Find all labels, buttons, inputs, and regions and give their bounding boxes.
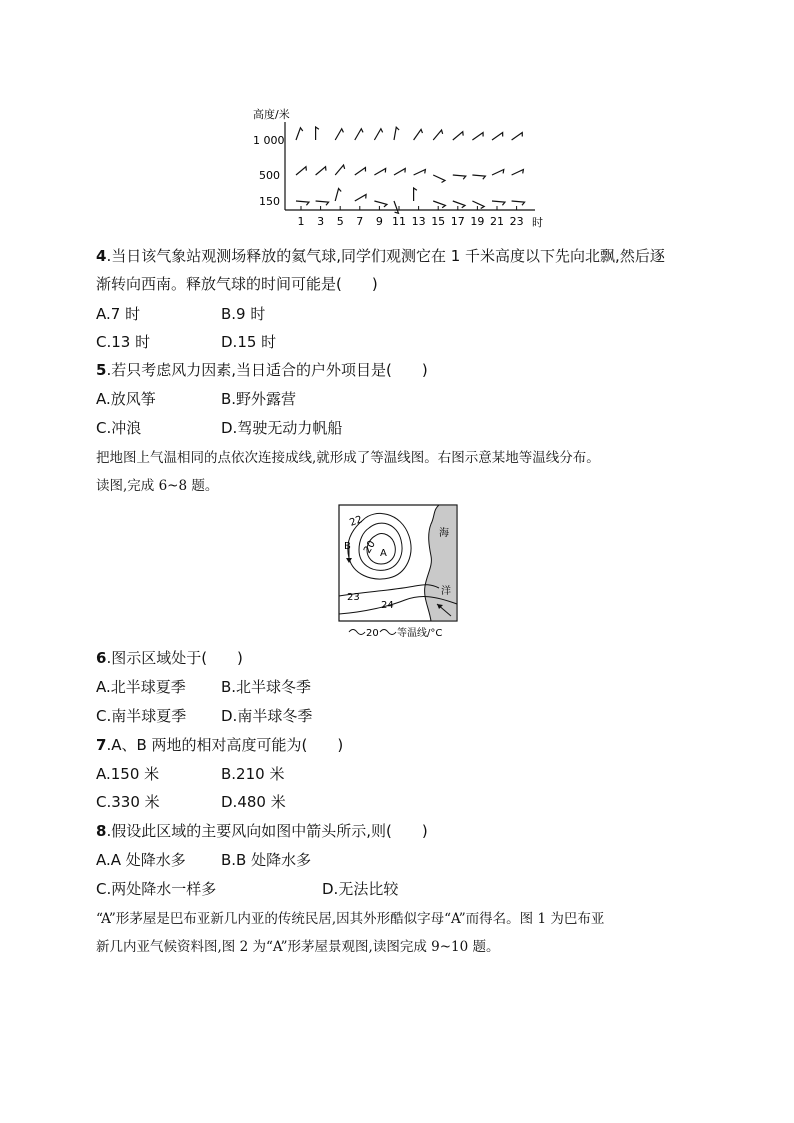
wind-barb-1000-h15 — [433, 130, 442, 140]
x-tick-label: 13 — [411, 215, 426, 228]
wind-barb-1000-h11 — [394, 127, 399, 140]
wind-barb-500-h19 — [472, 175, 485, 179]
wind-barb-150-h9 — [374, 201, 387, 207]
q4-stem-line2: 渐转向西南。释放气球的时间可能是( ) — [96, 275, 378, 293]
wind-barb-150-h23 — [512, 201, 525, 205]
q7-option-b[interactable]: B.210 米 — [221, 765, 285, 783]
wind-barb-500-h1 — [296, 167, 306, 175]
wind-barb-500-h3 — [316, 167, 326, 175]
wind-barb-150-h19 — [472, 201, 484, 209]
q8-option-b[interactable]: B.B 处降水多 — [221, 851, 312, 869]
q6-stem — [96, 648, 243, 668]
x-tick-label: 11 — [392, 215, 406, 228]
isotherm-map — [335, 502, 465, 642]
height-label-150: 150 — [259, 195, 280, 208]
height-label-1000: 1 000 — [253, 134, 285, 147]
wind-barb-1000-h19 — [472, 133, 483, 140]
intro-9-10-line2: 新几内亚气候资料图,图 2 为“A”形茅屋景观图,读图完成 9~10 题。 — [96, 939, 500, 955]
sea-label-top: 海 — [439, 528, 449, 539]
q7-option-d[interactable]: D.480 米 — [221, 793, 286, 811]
x-tick-label: 9 — [375, 215, 383, 228]
wind-barb-500-h21 — [492, 170, 504, 175]
wind-barb-1000-h23 — [512, 133, 523, 140]
wind-barb-150-h1 — [296, 201, 309, 205]
wind-barb-1000-h21 — [492, 133, 503, 140]
x-tick-label: 7 — [356, 215, 364, 228]
wind-barb-1000-h3 — [316, 127, 319, 140]
wind-barb-150-h21 — [492, 201, 505, 205]
q4-number: 4 — [96, 247, 107, 265]
wind-barb-500-h17 — [453, 175, 466, 179]
wind-barb-150-h3 — [316, 201, 329, 205]
wind-barb-1000-h13 — [414, 129, 423, 140]
wind-barb-500-h5 — [335, 165, 344, 175]
legend-wave-right — [380, 630, 396, 635]
x-tick-label: 23 — [509, 215, 524, 228]
q5-option-a[interactable]: A.放风筝 — [96, 390, 156, 408]
wind-barb-500-h11 — [394, 169, 405, 176]
q6-option-c[interactable]: C.南半球夏季 — [96, 707, 187, 725]
q4-option-a[interactable]: A.7 时 — [96, 305, 141, 323]
wind-barb-500-h23 — [512, 170, 524, 175]
wind-barb-500-h15 — [433, 175, 445, 183]
wind-barb-1000-h9 — [374, 129, 382, 140]
x-tick-label: 15 — [431, 215, 446, 228]
wind-barb-1000-h7 — [355, 129, 363, 140]
x-tick-label: 19 — [470, 215, 485, 228]
q5-option-b[interactable]: B.野外露营 — [221, 390, 297, 408]
label-b: B — [344, 541, 351, 552]
intro-6-8-line1: 把地图上气温相同的点依次连接成线,就形成了等温线图。右图示意某地等温线分布。 — [96, 450, 600, 466]
q8-option-d[interactable]: D.无法比较 — [322, 880, 399, 898]
wind-barb-150-h11 — [394, 201, 398, 213]
wind-barb-1000-h1 — [296, 128, 303, 140]
y-axis-label: 高度/米 — [253, 108, 290, 121]
q4-stem-text: .当日该气象站观测场释放的氦气球,同学们观测它在 1 千米高度以下先向北飘,然后逐 — [106, 247, 665, 265]
legend-value: 20 — [366, 628, 379, 639]
intro-9-10-line1: “A”形茅屋是巴布亚新几内亚的传统民居,因其外形酷似字母“A”而得名。图 1 为巴布亚 — [96, 911, 605, 927]
x-tick-label: 21 — [490, 215, 504, 228]
wind-barb-1000-h17 — [453, 132, 463, 140]
wind-barb-150-h7 — [355, 195, 366, 202]
wind-barb-chart — [245, 100, 555, 230]
q4-option-d[interactable]: D.15 时 — [221, 333, 277, 351]
q4-stem-line1 — [96, 246, 665, 266]
q8-number: 8 — [96, 822, 107, 840]
q7-option-c[interactable]: C.330 米 — [96, 793, 160, 811]
q5-stem-text: .若只考虑风力因素,当日适合的户外项目是( ) — [106, 361, 428, 379]
q6-option-b[interactable]: B.北半球冬季 — [221, 678, 312, 696]
height-label-500: 500 — [259, 169, 280, 182]
q5-option-d[interactable]: D.驾驶无动力帆船 — [221, 419, 343, 437]
wind-barb-150-h15 — [433, 201, 445, 208]
q7-option-a[interactable]: A.150 米 — [96, 765, 160, 783]
q5-option-c[interactable]: C.冲浪 — [96, 419, 142, 437]
x-tick-label: 5 — [336, 215, 344, 228]
q8-option-a[interactable]: A.A 处降水多 — [96, 851, 186, 869]
q5-number: 5 — [96, 361, 107, 379]
wind-barb-500-h9 — [374, 169, 385, 176]
wind-barb-150-h5 — [335, 188, 341, 201]
x-tick-label: 17 — [450, 215, 465, 228]
label-24: 24 — [381, 600, 394, 611]
sea-label-bottom: 洋 — [441, 586, 451, 597]
q6-number: 6 — [96, 649, 107, 667]
q6-option-a[interactable]: A.北半球夏季 — [96, 678, 186, 696]
q7-stem-text: .A、B 两地的相对高度可能为( ) — [106, 736, 344, 754]
x-unit-label: 时 — [532, 216, 543, 229]
wind-barb-500-h13 — [414, 170, 426, 175]
wind-barb-150-h17 — [453, 201, 465, 208]
x-tick-label: 3 — [317, 215, 325, 228]
legend-wave-left — [349, 630, 365, 635]
q8-stem — [96, 821, 428, 841]
q7-number: 7 — [96, 736, 107, 754]
label-20: 20 — [362, 538, 378, 556]
q4-option-b[interactable]: B.9 时 — [221, 305, 266, 323]
label-22: 22 — [348, 514, 364, 529]
q5-stem — [96, 360, 428, 380]
legend-text: 等温线/°C — [397, 628, 443, 639]
intro-6-8-line2: 读图,完成 6~8 题。 — [96, 478, 219, 494]
label-23: 23 — [347, 592, 360, 603]
wind-barb-1000-h5 — [335, 129, 343, 140]
q4-option-c[interactable]: C.13 时 — [96, 333, 151, 351]
label-a: A — [380, 548, 387, 559]
wind-barb-150-h13 — [414, 188, 417, 201]
q8-option-c[interactable]: C.两处降水一样多 — [96, 880, 217, 898]
wind-barb-500-h7 — [355, 168, 366, 175]
q6-stem-text: .图示区域处于( ) — [106, 649, 243, 667]
q6-option-d[interactable]: D.南半球冬季 — [221, 707, 313, 725]
q8-stem-text: .假设此区域的主要风向如图中箭头所示,则( ) — [106, 822, 428, 840]
q7-stem — [96, 735, 343, 755]
x-tick-label: 1 — [297, 215, 305, 228]
